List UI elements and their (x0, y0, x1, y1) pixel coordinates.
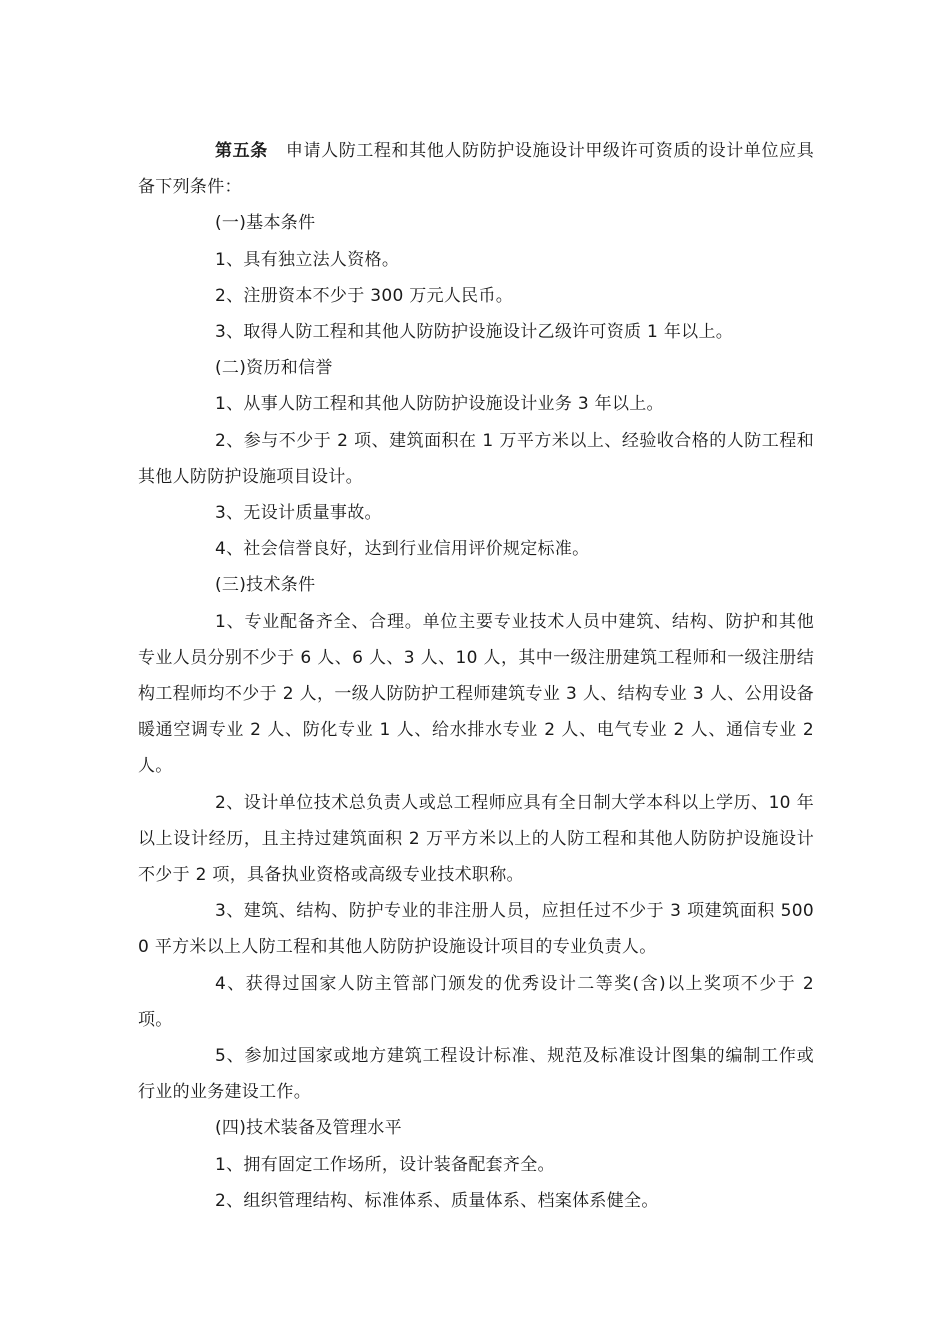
section-heading-qualification: (二)资历和信誉 (215, 358, 333, 379)
section-heading-equipment: (四)技术装备及管理水平 (215, 1118, 402, 1139)
article-label: 第五条 (215, 141, 268, 161)
list-item: 1、拥有固定工作场所，设计装备配套齐全。 (215, 1154, 555, 1175)
list-item: 3、无设计质量事故。 (215, 503, 382, 524)
list-item: 4、获得过国家人防主管部门颁发的优秀设计二等奖(含)以上奖项不少于 2 项。 (138, 973, 814, 1030)
list-item: 2、注册资本不少于 300 万元人民币。 (215, 285, 514, 306)
article-heading-paragraph (138, 133, 814, 205)
list-item: 3、取得人防工程和其他人防防护设施设计乙级许可资质 1 年以上。 (215, 322, 734, 343)
list-item: 5、参加过国家或地方建筑工程设计标准、规范及标准设计图集的编制工作或行业的业务建设工作。 (138, 1046, 814, 1103)
section-heading-technical: (三)技术条件 (215, 575, 316, 596)
list-item: 1、专业配备齐全、合理。单位主要专业技术人员中建筑、结构、防护和其他专业人员分别不少于 6 人、6 人、3 人、10 人，其中一级注册建筑工程师和一级注册结构工程师均不少于 2 人，一级人防防护工程师建筑专业 3 人、结构专业 3 人、公用设备暖通空调专业 2 人、防化专业 1 人、给水排水专业 2 人、电气专业 2 人、通信专业 2 人。 (138, 611, 814, 777)
list-item: 1、具有独立法人资格。 (215, 249, 400, 270)
list-item: 2、设计单位技术总负责人或总工程师应具有全日制大学本科以上学历、10 年以上设计经历，且主持过建筑面积 2 万平方米以上的人防工程和其他人防防护设施设计不少于 2 项，具备执业资格或高级专业技术职称。 (138, 792, 814, 886)
list-item: 2、参与不少于 2 项、建筑面积在 1 万平方米以上、经验收合格的人防工程和其他人防防护设施项目设计。 (138, 430, 814, 487)
section-heading-basic: (一)基本条件 (215, 213, 316, 234)
article-intro: 申请人防工程和其他人防防护设施设计甲级许可资质的设计单位应具备下列条件： (138, 141, 815, 198)
list-item: 2、组织管理结构、标准体系、质量体系、档案体系健全。 (215, 1190, 659, 1211)
document-page (138, 133, 814, 1219)
list-item: 4、社会信誉良好，达到行业信用评价规定标准。 (215, 539, 590, 560)
list-item: 1、从事人防工程和其他人防防护设施设计业务 3 年以上。 (215, 394, 664, 415)
list-item: 3、建筑、结构、防护专业的非注册人员，应担任过不少于 3 项建筑面积 5000 平方米以上人防工程和其他人防防护设施设计项目的专业负责人。 (138, 901, 814, 958)
